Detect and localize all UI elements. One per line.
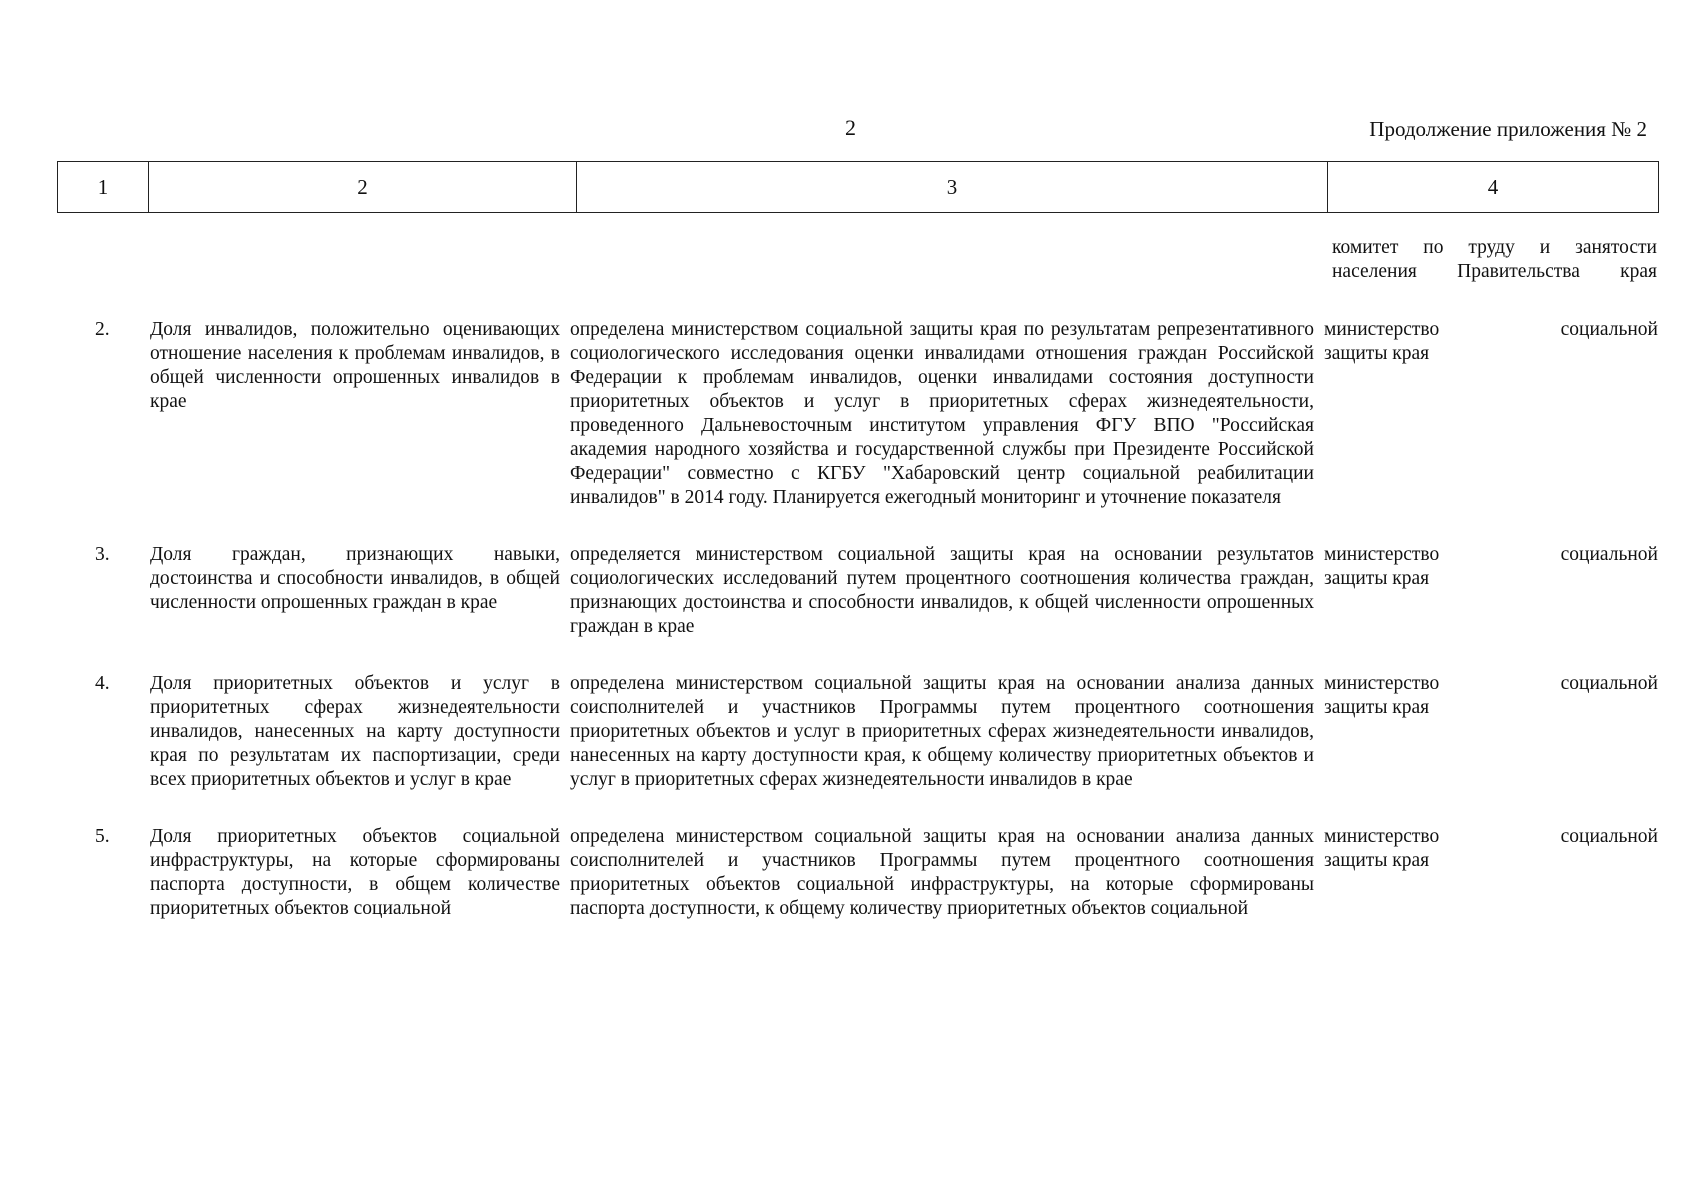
responsible-word-2: социальной [1560,673,1658,694]
responsible-word-1: министерство [1324,826,1440,847]
indicator-name: Доля инвалидов, положительно оценивающих отношение населения к проблемам инвалидов, в общей численности опрошенных инвалидов в крае [150,319,560,412]
table-body [57,236,1658,954]
indicator-row [57,825,1658,921]
row-number: 5. [95,826,110,847]
row-number: 2. [95,319,110,340]
indicator-method: определена министерством социальной защиты края на основании анализа данных соисполнителей и участников Программы путем процентного соотношения приоритетных объектов и услуг в приоритетных сферах жизнедеятельности инвалидов, нанесенных на карту доступности края, к общему количеству приоритетных объектов и услуг в приоритетных сферах жизнедеятельности инвалидов в крае [570,673,1314,790]
responsible-word-3: защиты края [1324,568,1430,589]
responsible-word-3: защиты края [1324,697,1430,718]
indicator-row [57,672,1658,792]
page-number: 2 [845,115,856,140]
indicator-name: Доля граждан, признающих навыки, достоинства и способности инвалидов, в общей численности опрошенных граждан в крае [150,544,560,613]
column-header-3: 3 [577,162,1328,213]
column-number-header [57,161,1659,213]
responsible-word-2: социальной [1560,544,1658,565]
indicator-rows [57,318,1658,921]
responsible-word-3: защиты края [1324,850,1430,871]
indicator-method: определяется министерством социальной защиты края на основании результатов социологических исследований путем процентного соотношения количества граждан, признающих достоинства и способности инвалидов, к общей численности опрошенных граждан в крае [570,544,1314,637]
responsible-executor [1322,318,1658,510]
indicator-row [57,318,1658,510]
indicator-name: Доля приоритетных объектов и услуг в приоритетных сферах жизнедеятельности инвалидов, нанесенных на карту доступности края по результатам их паспортизации, среди всех приоритетных объектов и услуг в крае [150,673,560,790]
responsible-word-3: защиты края [1324,343,1430,364]
responsible-word-1: министерство [1324,319,1440,340]
row-number: 3. [95,544,110,565]
continued-responsible-text: комитет по труду и занятости населения Правительства края [1332,237,1657,282]
indicator-method: определена министерством социальной защиты края по результатам репрезентативного социологического исследования оценки инвалидами отношения граждан Российской Федерации к проблемам инвалидов, оценки инвалидами состояния доступности приоритетных объектов и услуг в приоритетных сферах жизнедеятельности, проведенного Дальневосточным институтом управления ФГУ ВПО "Российская академия народного хозяйства и государственной службы при Президенте Российской Федерации" совместно с КГБУ "Хабаровский центр социальной реабилитации инвалидов" в 2014 году. Планируется ежегодный мониторинг и уточнение показателя [570,319,1314,508]
indicator-row [57,543,1658,639]
appendix-continuation-label: Продолжение приложения № 2 [1369,117,1647,141]
indicator-name: Доля приоритетных объектов социальной инфраструктуры, на которые сформированы паспорта доступности, в общем количестве приоритетных объектов социальной [150,826,560,919]
column-header-4: 4 [1328,162,1659,213]
responsible-executor [1322,825,1658,921]
column-header-2: 2 [149,162,577,213]
responsible-executor [1322,543,1658,639]
responsible-word-2: социальной [1560,826,1658,847]
row-number: 4. [95,673,110,694]
responsible-executor [1322,672,1658,792]
column-header-1: 1 [58,162,149,213]
responsible-word-1: министерство [1324,544,1440,565]
responsible-word-1: министерство [1324,673,1440,694]
responsible-word-2: социальной [1560,319,1658,340]
indicator-method: определена министерством социальной защиты края на основании анализа данных соисполнителей и участников Программы путем процентного соотношения приоритетных объектов социальной инфраструктуры, на которые сформированы паспорта доступности, к общему количеству приоритетных объектов социальной [570,826,1314,919]
